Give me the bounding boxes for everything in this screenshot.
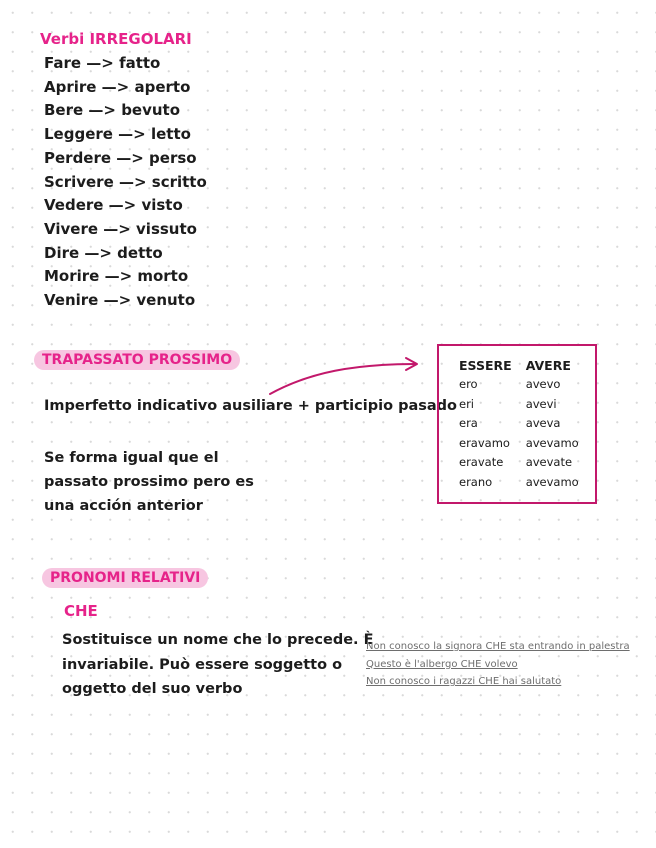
table-row xyxy=(459,376,593,396)
description-line: Se forma igual que el xyxy=(44,450,219,466)
table-cell: eravamo xyxy=(459,435,510,450)
description-line: Sostituisce un nome che lo precede. È xyxy=(62,632,374,648)
arrow-icon xyxy=(260,350,430,400)
table-cell: erano xyxy=(459,474,493,489)
table-row xyxy=(459,415,593,435)
table-header-row xyxy=(459,358,593,376)
verb-item: Perdere —> perso xyxy=(44,148,197,167)
description-line: passato prossimo pero es xyxy=(44,474,254,490)
trapassato-formula: Imperfetto indicativo ausiliare + participio pasado xyxy=(44,398,457,414)
table-row xyxy=(459,396,593,416)
table-cell: ero xyxy=(459,377,478,391)
column-header-avere: AVERE xyxy=(525,358,571,373)
verb-item: Aprire —> aperto xyxy=(44,77,191,96)
verb-item: Scrivere —> scritto xyxy=(44,172,207,191)
example-sentence: Questo è l'albergo CHE volevo xyxy=(366,658,518,670)
table-cell: avevamo xyxy=(525,435,579,450)
description-line: oggetto del suo verbo xyxy=(62,681,243,697)
section-title-pronomi: PRONOMI RELATIVI xyxy=(42,568,208,588)
verb-item: Morire —> morto xyxy=(44,267,189,286)
verb-item: Vivere —> vissuto xyxy=(44,219,197,238)
verb-item: Venire —> venuto xyxy=(44,291,196,310)
che-description xyxy=(62,628,374,702)
description-line: invariabile. Può essere soggetto o xyxy=(62,656,343,673)
verb-item: Dire —> detto xyxy=(44,243,163,262)
section-title-trapassato-wrapper xyxy=(34,349,240,370)
verb-item: Leggere —> letto xyxy=(44,125,191,144)
example-list xyxy=(366,638,630,691)
table-cell: eri xyxy=(459,396,474,411)
example-sentence: Non conosco i ragazzi CHE hai salutato xyxy=(366,676,562,687)
verb-item: Fare —> fatto xyxy=(44,54,161,72)
table-row xyxy=(459,474,593,494)
table-cell: avevamo xyxy=(525,474,579,489)
table-row xyxy=(459,435,593,455)
description-line: una acción anterior xyxy=(44,498,203,514)
column-header-essere: ESSERE xyxy=(459,358,512,373)
subtitle-che: CHE xyxy=(64,602,98,620)
example-sentence: Non conosco la signora CHE sta entrando in palestra xyxy=(366,641,630,652)
conjugation-table xyxy=(459,358,593,493)
table-cell: eravate xyxy=(459,455,504,469)
table-cell: aveva xyxy=(525,416,561,430)
section-title-verbi: Verbi IRREGOLARI xyxy=(40,30,192,48)
section-title-pronomi-wrapper xyxy=(42,567,208,588)
conjugation-box xyxy=(437,344,597,504)
section-title-trapassato: TRAPASSATO PROSSIMO xyxy=(34,350,240,370)
table-cell: avevo xyxy=(525,377,561,391)
verb-item: Bere —> bevuto xyxy=(44,101,181,120)
trapassato-description xyxy=(44,446,254,518)
table-cell: era xyxy=(459,416,478,430)
table-row xyxy=(459,454,593,474)
table-cell: avevi xyxy=(525,396,557,411)
table-cell: avevate xyxy=(525,455,573,469)
verb-item: Vedere —> visto xyxy=(44,196,183,215)
verb-list xyxy=(44,52,207,313)
